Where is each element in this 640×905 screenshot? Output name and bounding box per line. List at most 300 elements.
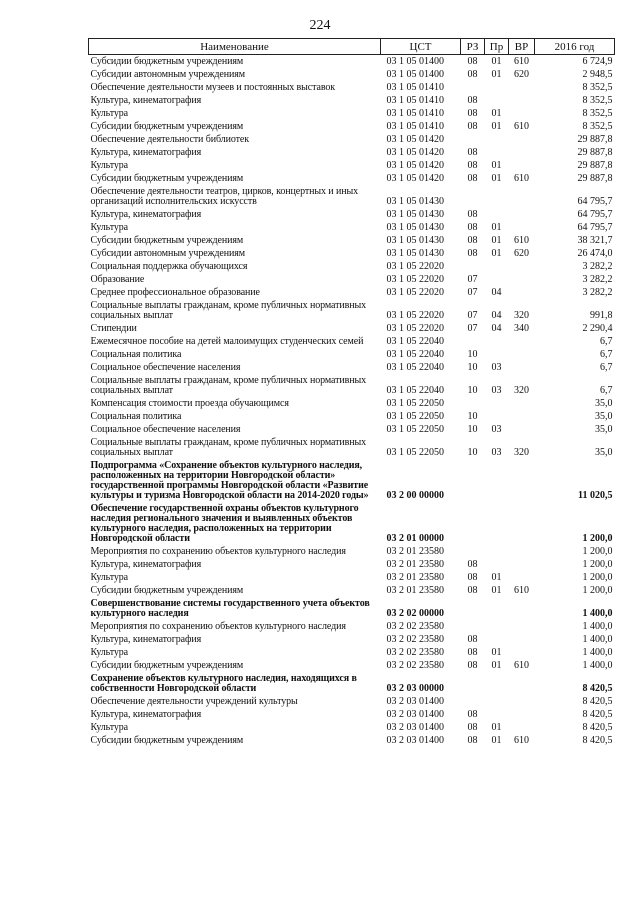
cell-sum: 6,7 xyxy=(600,336,613,347)
cell-name: Субсидии бюджетным учреждениям xyxy=(90,56,244,67)
cell-name: Культура xyxy=(90,722,129,733)
table-row xyxy=(89,436,615,459)
table-row xyxy=(89,68,615,81)
table-row xyxy=(89,633,615,646)
cell-sum: 8 352,5 xyxy=(582,82,613,93)
cell-cst: 03 1 05 01400 xyxy=(386,69,444,80)
table-row xyxy=(89,545,615,558)
cell-rz xyxy=(461,502,485,545)
cell-vr xyxy=(509,397,535,410)
cell-pr: 03 xyxy=(491,362,502,373)
table-row xyxy=(89,107,615,120)
cell-cst: 03 1 05 01420 xyxy=(386,147,444,158)
table-row xyxy=(89,185,615,208)
table-row xyxy=(89,286,615,299)
table-row xyxy=(89,620,615,633)
cell-vr xyxy=(509,348,535,361)
cell-vr: 620 xyxy=(514,69,529,80)
cell-pr xyxy=(485,545,509,558)
cell-vr xyxy=(509,335,535,348)
cell-vr: 610 xyxy=(514,173,529,184)
cell-name: Обеспечение деятельности библиотек xyxy=(90,134,249,145)
cell-sum: 2 948,5 xyxy=(582,69,613,80)
cell-cst: 03 1 05 01410 xyxy=(386,121,444,132)
cell-sum: 1 400,0 xyxy=(582,608,613,619)
cell-cst: 03 1 05 22020 xyxy=(386,310,444,321)
table-row xyxy=(89,273,615,286)
cell-cst: 03 1 05 01430 xyxy=(386,248,444,259)
cell-cst: 03 2 02 23580 xyxy=(386,621,444,632)
cell-sum: 1 200,0 xyxy=(582,572,613,583)
cell-vr xyxy=(509,633,535,646)
cell-vr xyxy=(509,107,535,120)
cell-cst: 03 1 05 22050 xyxy=(386,447,444,458)
cell-cst: 03 2 03 01400 xyxy=(386,696,444,707)
cell-sum: 8 420,5 xyxy=(582,683,613,694)
cell-sum: 29 887,8 xyxy=(577,173,613,184)
cell-name: Культура, кинематография xyxy=(90,634,202,645)
cell-rz: 07 xyxy=(467,310,478,321)
cell-cst: 03 1 05 22020 xyxy=(386,323,444,334)
cell-vr xyxy=(509,208,535,221)
cell-sum: 29 887,8 xyxy=(577,160,613,171)
cell-vr xyxy=(509,273,535,286)
cell-pr: 04 xyxy=(491,310,502,321)
cell-rz: 08 xyxy=(467,709,478,720)
cell-name: Обеспечение государственной охраны объектов культурного наследия регионального значения и выявленных объектов культурного наследия, расположенных на территории Новгородской области xyxy=(90,503,359,544)
cell-cst: 03 1 05 22050 xyxy=(386,424,444,435)
cell-cst: 03 1 05 22020 xyxy=(386,287,444,298)
cell-name: Мероприятия по сохранению объектов культурного наследия xyxy=(90,621,346,632)
table-row xyxy=(89,558,615,571)
cell-pr: 01 xyxy=(491,108,502,119)
cell-rz: 08 xyxy=(467,95,478,106)
cell-pr: 01 xyxy=(491,160,502,171)
cell-sum: 38 321,7 xyxy=(577,235,613,246)
cell-sum: 35,0 xyxy=(595,398,613,409)
cell-pr: 01 xyxy=(491,248,502,259)
cell-rz xyxy=(461,335,485,348)
cell-vr xyxy=(509,286,535,299)
cell-cst: 03 1 05 01420 xyxy=(386,134,444,145)
table-row xyxy=(89,133,615,146)
cell-cst: 03 2 02 00000 xyxy=(386,608,444,619)
cell-name: Культура, кинематография xyxy=(90,709,202,720)
header-rz: РЗ xyxy=(461,39,485,55)
cell-name: Культура xyxy=(90,160,129,171)
cell-sum: 29 887,8 xyxy=(577,147,613,158)
cell-name: Социальные выплаты гражданам, кроме публичных нормативных социальных выплат xyxy=(90,437,366,458)
table-row xyxy=(89,423,615,436)
cell-vr xyxy=(509,571,535,584)
cell-vr xyxy=(509,721,535,734)
cell-cst: 03 1 05 01430 xyxy=(386,235,444,246)
cell-rz: 08 xyxy=(467,121,478,132)
cell-name: Субсидии бюджетным учреждениям xyxy=(90,235,244,246)
cell-vr xyxy=(509,708,535,721)
cell-pr xyxy=(485,94,509,107)
cell-vr xyxy=(509,221,535,234)
cell-vr xyxy=(509,146,535,159)
cell-cst: 03 1 05 22040 xyxy=(386,385,444,396)
cell-sum: 64 795,7 xyxy=(577,209,613,220)
cell-sum: 35,0 xyxy=(595,447,613,458)
table-row xyxy=(89,172,615,185)
cell-vr xyxy=(509,620,535,633)
cell-cst: 03 1 05 22040 xyxy=(386,336,444,347)
cell-pr: 03 xyxy=(491,424,502,435)
cell-sum: 1 400,0 xyxy=(582,634,613,645)
cell-cst: 03 1 05 22050 xyxy=(386,398,444,409)
cell-cst: 03 1 05 01410 xyxy=(386,95,444,106)
cell-sum: 1 200,0 xyxy=(582,533,613,544)
cell-rz xyxy=(461,459,485,502)
cell-vr: 340 xyxy=(514,323,529,334)
cell-rz xyxy=(461,620,485,633)
cell-vr xyxy=(509,695,535,708)
table-row xyxy=(89,502,615,545)
cell-sum: 8 420,5 xyxy=(582,735,613,746)
cell-pr xyxy=(485,185,509,208)
cell-rz: 10 xyxy=(467,385,478,396)
header-name: Наименование xyxy=(89,39,381,55)
cell-pr: 01 xyxy=(491,235,502,246)
cell-cst: 03 1 05 01430 xyxy=(386,209,444,220)
table-header xyxy=(89,39,615,55)
cell-name: Социальные выплаты гражданам, кроме публичных нормативных социальных выплат xyxy=(90,375,366,396)
cell-rz: 08 xyxy=(467,160,478,171)
cell-vr xyxy=(509,597,535,620)
cell-rz: 08 xyxy=(467,647,478,658)
cell-name: Субсидии бюджетным учреждениям xyxy=(90,585,244,596)
cell-name: Культура xyxy=(90,647,129,658)
cell-vr xyxy=(509,133,535,146)
cell-rz xyxy=(461,695,485,708)
cell-name: Культура xyxy=(90,572,129,583)
cell-rz xyxy=(461,260,485,273)
cell-pr: 01 xyxy=(491,722,502,733)
cell-name: Ежемесячное пособие на детей малоимущих студенческих семей xyxy=(90,336,364,347)
table-row xyxy=(89,81,615,94)
table-row xyxy=(89,597,615,620)
cell-name: Подпрограмма «Сохранение объектов культурного наследия, расположенных на территории Новгородской области» государственной программы Новгородской области «Развитие культуры и туризма Новгородской области на 2014-2020 годы» xyxy=(90,460,369,501)
cell-cst: 03 1 05 01420 xyxy=(386,160,444,171)
cell-cst: 03 2 03 01400 xyxy=(386,709,444,720)
cell-cst: 03 2 03 00000 xyxy=(386,683,444,694)
cell-cst: 03 1 05 01430 xyxy=(386,222,444,233)
cell-sum: 2 290,4 xyxy=(582,323,613,334)
cell-sum: 8 352,5 xyxy=(582,95,613,106)
cell-vr xyxy=(509,410,535,423)
cell-rz: 08 xyxy=(467,660,478,671)
cell-pr: 01 xyxy=(491,173,502,184)
cell-rz: 07 xyxy=(467,323,478,334)
cell-sum: 8 420,5 xyxy=(582,709,613,720)
cell-rz: 08 xyxy=(467,248,478,259)
cell-pr: 01 xyxy=(491,647,502,658)
cell-pr xyxy=(485,81,509,94)
cell-sum: 35,0 xyxy=(595,424,613,435)
cell-pr xyxy=(485,502,509,545)
cell-name: Сохранение объектов культурного наследия, находящихся в собственности Новгородской области xyxy=(90,673,357,694)
table-row xyxy=(89,146,615,159)
cell-pr xyxy=(485,397,509,410)
cell-cst: 03 2 03 01400 xyxy=(386,722,444,733)
cell-pr: 01 xyxy=(491,56,502,67)
cell-name: Мероприятия по сохранению объектов культурного наследия xyxy=(90,546,346,557)
cell-pr xyxy=(485,633,509,646)
cell-cst: 03 1 05 22020 xyxy=(386,274,444,285)
table-row xyxy=(89,571,615,584)
cell-sum: 1 200,0 xyxy=(582,546,613,557)
cell-cst: 03 1 05 01400 xyxy=(386,56,444,67)
cell-pr xyxy=(485,208,509,221)
table-row xyxy=(89,247,615,260)
cell-cst: 03 2 02 23580 xyxy=(386,634,444,645)
table-row xyxy=(89,208,615,221)
cell-name: Субсидии бюджетным учреждениям xyxy=(90,121,244,132)
cell-vr: 610 xyxy=(514,235,529,246)
header-row xyxy=(89,39,615,55)
cell-rz xyxy=(461,672,485,695)
cell-sum: 3 282,2 xyxy=(582,274,613,285)
cell-name: Стипендии xyxy=(90,323,137,334)
cell-name: Субсидии автономным учреждениям xyxy=(90,248,245,259)
cell-vr xyxy=(509,459,535,502)
table-row xyxy=(89,646,615,659)
cell-rz: 10 xyxy=(467,411,478,422)
budget-table-container xyxy=(88,38,614,747)
cell-vr: 620 xyxy=(514,248,529,259)
page-number: 224 xyxy=(309,18,331,33)
cell-vr: 610 xyxy=(514,735,529,746)
cell-pr xyxy=(485,273,509,286)
cell-pr: 01 xyxy=(491,735,502,746)
cell-rz: 10 xyxy=(467,349,478,360)
cell-pr xyxy=(485,146,509,159)
cell-pr xyxy=(485,558,509,571)
cell-cst: 03 2 01 23580 xyxy=(386,559,444,570)
cell-cst: 03 2 03 01400 xyxy=(386,735,444,746)
cell-sum: 64 795,7 xyxy=(577,222,613,233)
cell-cst: 03 1 05 01410 xyxy=(386,108,444,119)
cell-rz: 10 xyxy=(467,447,478,458)
cell-pr xyxy=(485,695,509,708)
cell-name: Компенсация стоимости проезда обучающимся xyxy=(90,398,289,409)
cell-name: Среднее профессиональное образование xyxy=(90,287,260,298)
cell-sum: 8 352,5 xyxy=(582,108,613,119)
cell-rz xyxy=(461,397,485,410)
cell-rz: 08 xyxy=(467,173,478,184)
cell-pr: 04 xyxy=(491,323,502,334)
cell-sum: 991,8 xyxy=(590,310,613,321)
cell-vr xyxy=(509,185,535,208)
cell-vr xyxy=(509,260,535,273)
table-row xyxy=(89,322,615,335)
table-row xyxy=(89,695,615,708)
cell-cst: 03 2 02 23580 xyxy=(386,647,444,658)
cell-pr: 01 xyxy=(491,585,502,596)
cell-pr: 01 xyxy=(491,572,502,583)
cell-sum: 11 020,5 xyxy=(578,490,613,501)
cell-rz: 10 xyxy=(467,424,478,435)
cell-rz: 08 xyxy=(467,222,478,233)
cell-sum: 6,7 xyxy=(600,385,613,396)
cell-rz: 08 xyxy=(467,722,478,733)
table-row xyxy=(89,234,615,247)
budget-table xyxy=(88,38,615,747)
cell-vr xyxy=(509,646,535,659)
table-body xyxy=(89,55,615,748)
cell-cst: 03 2 01 23580 xyxy=(386,572,444,583)
cell-vr xyxy=(509,361,535,374)
cell-name: Обеспечение деятельности учреждений культуры xyxy=(90,696,298,707)
table-row xyxy=(89,299,615,322)
header-vr: ВР xyxy=(509,39,535,55)
cell-cst: 03 1 05 22040 xyxy=(386,362,444,373)
cell-sum: 3 282,2 xyxy=(582,287,613,298)
cell-pr xyxy=(485,133,509,146)
cell-name: Социальная политика xyxy=(90,411,182,422)
table-row xyxy=(89,94,615,107)
cell-vr: 320 xyxy=(514,385,529,396)
cell-rz xyxy=(461,81,485,94)
cell-rz: 08 xyxy=(467,235,478,246)
cell-rz: 08 xyxy=(467,147,478,158)
header-pr: Пр xyxy=(485,39,509,55)
cell-rz: 08 xyxy=(467,69,478,80)
table-row xyxy=(89,374,615,397)
cell-name: Обеспечение деятельности театров, цирков, концертных и иных организаций исполнительских искусств xyxy=(90,186,358,207)
cell-pr: 01 xyxy=(491,69,502,80)
table-row xyxy=(89,659,615,672)
table-row xyxy=(89,672,615,695)
table-row xyxy=(89,120,615,133)
cell-rz: 08 xyxy=(467,634,478,645)
cell-pr: 01 xyxy=(491,121,502,132)
table-row xyxy=(89,221,615,234)
cell-pr xyxy=(485,672,509,695)
cell-cst: 03 1 05 01410 xyxy=(386,82,444,93)
cell-rz: 08 xyxy=(467,56,478,67)
cell-name: Культура, кинематография xyxy=(90,147,202,158)
table-row xyxy=(89,721,615,734)
cell-vr: 610 xyxy=(514,121,529,132)
table-row xyxy=(89,260,615,273)
cell-rz: 08 xyxy=(467,108,478,119)
cell-vr xyxy=(509,159,535,172)
cell-name: Социальная политика xyxy=(90,349,182,360)
cell-cst: 03 2 01 23580 xyxy=(386,585,444,596)
table-row xyxy=(89,335,615,348)
cell-vr xyxy=(509,81,535,94)
cell-name: Субсидии автономным учреждениям xyxy=(90,69,245,80)
cell-sum: 3 282,2 xyxy=(582,261,613,272)
table-row xyxy=(89,55,615,69)
cell-sum: 64 795,7 xyxy=(577,196,613,207)
cell-name: Социальное обеспечение населения xyxy=(90,362,241,373)
cell-pr: 03 xyxy=(491,385,502,396)
cell-vr: 610 xyxy=(514,660,529,671)
cell-name: Социальное обеспечение населения xyxy=(90,424,241,435)
cell-cst: 03 1 05 01430 xyxy=(386,196,444,207)
cell-pr xyxy=(485,410,509,423)
cell-sum: 1 200,0 xyxy=(582,559,613,570)
cell-pr: 01 xyxy=(491,222,502,233)
cell-rz: 08 xyxy=(467,209,478,220)
cell-sum: 1 400,0 xyxy=(582,660,613,671)
table-row xyxy=(89,410,615,423)
header-cst: ЦСТ xyxy=(381,39,461,55)
cell-rz: 07 xyxy=(467,274,478,285)
cell-pr: 04 xyxy=(491,287,502,298)
cell-vr: 320 xyxy=(514,447,529,458)
cell-name: Культура, кинематография xyxy=(90,559,202,570)
cell-pr xyxy=(485,620,509,633)
cell-name: Субсидии бюджетным учреждениям xyxy=(90,735,244,746)
cell-name: Социальные выплаты гражданам, кроме публичных нормативных социальных выплат xyxy=(90,300,366,321)
cell-sum: 6,7 xyxy=(600,349,613,360)
table-row xyxy=(89,459,615,502)
table-row xyxy=(89,159,615,172)
cell-cst: 03 1 05 22020 xyxy=(386,261,444,272)
table-row xyxy=(89,361,615,374)
cell-vr xyxy=(509,94,535,107)
cell-rz: 08 xyxy=(467,585,478,596)
cell-cst: 03 2 00 00000 xyxy=(386,490,444,501)
cell-rz: 07 xyxy=(467,287,478,298)
cell-vr: 320 xyxy=(514,310,529,321)
cell-sum: 6 724,9 xyxy=(582,56,613,67)
cell-vr xyxy=(509,502,535,545)
cell-pr xyxy=(485,459,509,502)
cell-rz xyxy=(461,597,485,620)
cell-name: Культура xyxy=(90,108,129,119)
cell-pr xyxy=(485,708,509,721)
cell-cst: 03 1 05 01420 xyxy=(386,173,444,184)
cell-cst: 03 2 01 23580 xyxy=(386,546,444,557)
cell-sum: 8 420,5 xyxy=(582,696,613,707)
cell-sum: 6,7 xyxy=(600,362,613,373)
cell-sum: 26 474,0 xyxy=(577,248,613,259)
cell-pr xyxy=(485,597,509,620)
cell-rz: 08 xyxy=(467,559,478,570)
cell-rz: 08 xyxy=(467,572,478,583)
cell-pr xyxy=(485,348,509,361)
cell-vr xyxy=(509,423,535,436)
cell-vr xyxy=(509,558,535,571)
cell-vr xyxy=(509,545,535,558)
cell-name: Социальная поддержка обучающихся xyxy=(90,261,248,272)
cell-sum: 29 887,8 xyxy=(577,134,613,145)
cell-rz xyxy=(461,185,485,208)
cell-rz xyxy=(461,133,485,146)
header-year: 2016 год xyxy=(535,39,615,55)
cell-name: Субсидии бюджетным учреждениям xyxy=(90,173,244,184)
cell-name: Образование xyxy=(90,274,145,285)
table-row xyxy=(89,584,615,597)
cell-vr: 610 xyxy=(514,56,529,67)
cell-rz: 10 xyxy=(467,362,478,373)
cell-sum: 8 420,5 xyxy=(582,722,613,733)
cell-rz xyxy=(461,545,485,558)
cell-rz: 08 xyxy=(467,735,478,746)
cell-name: Совершенствование системы государственного учета объектов культурного наследия xyxy=(90,598,370,619)
cell-cst: 03 2 01 00000 xyxy=(386,533,444,544)
cell-sum: 1 200,0 xyxy=(582,585,613,596)
cell-name: Обеспечение деятельности музеев и постоянных выставок xyxy=(90,82,336,93)
cell-vr: 610 xyxy=(514,585,529,596)
